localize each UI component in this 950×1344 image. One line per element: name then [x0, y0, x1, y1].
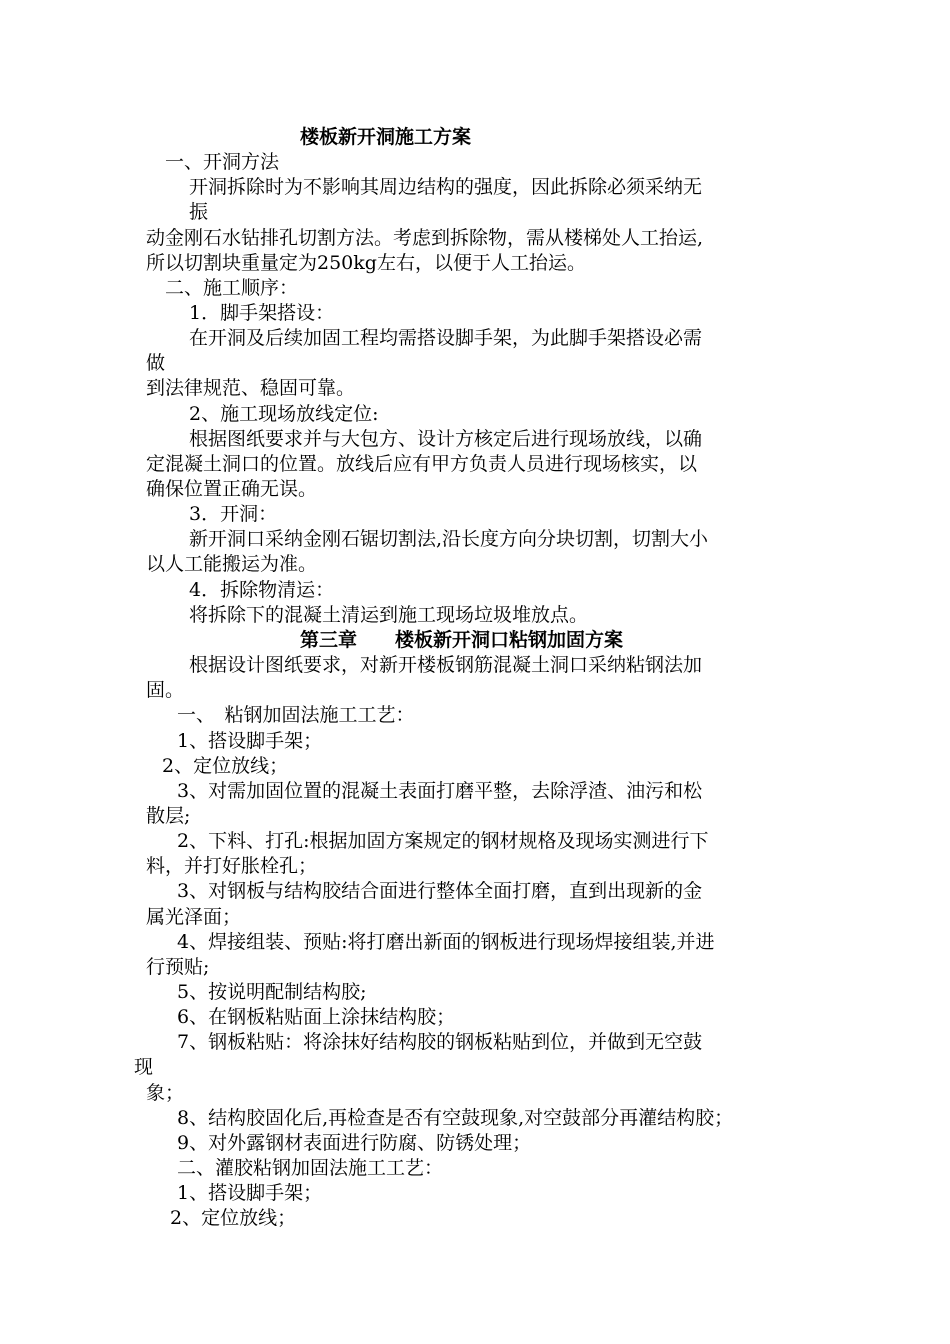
list-item: 属光泽面；: [146, 906, 242, 928]
body-line: 以人工能搬运为准。: [146, 553, 318, 575]
list-item: 料，并打好胀栓孔；: [146, 855, 318, 877]
body-line: 所以切割块重量定为250kg左右，以便于人工抬运。: [146, 252, 586, 274]
body-line: 确保位置正确无误。: [146, 478, 318, 500]
chapter-heading: 第三章 楼板新开洞口粘钢加固方案: [300, 629, 624, 651]
subsection-heading: 2、施工现场放线定位:: [189, 403, 379, 425]
section-heading: 一、 粘钢加固法施工工艺：: [177, 704, 415, 726]
body-line: 将拆除下的混凝土清运到施工现场垃圾堆放点。: [189, 604, 589, 626]
list-item: 4、焊接组装、预贴:将打磨出新面的钢板进行现场焊接组装,并进: [177, 931, 715, 953]
list-item: 象；: [146, 1082, 185, 1104]
body-line: 动金刚石水钻排孔切割方法。考虑到拆除物，需从楼梯处人工抬运,: [146, 227, 704, 249]
body-line: 开洞拆除时为不影响其周边结构的强度，因此拆除必须采纳无: [189, 176, 703, 198]
body-line: 固。: [146, 679, 185, 701]
list-item: 2、定位放线；: [162, 755, 289, 777]
subsection-heading: 4．拆除物清运：: [189, 579, 335, 601]
list-item: 1、搭设脚手架；: [177, 1182, 323, 1204]
section-heading: 一、开洞方法: [165, 151, 280, 173]
subsection-heading: 3．开洞：: [189, 503, 278, 525]
list-item: 9、对外露钢材表面进行防腐、防锈处理；: [177, 1132, 532, 1154]
list-item: 2、定位放线；: [170, 1207, 297, 1229]
list-item: 行预贴;: [146, 956, 210, 978]
body-line: 到法律规范、稳固可靠。: [146, 377, 356, 399]
list-item: 现: [134, 1056, 154, 1078]
body-line: 做: [146, 352, 166, 374]
list-item: 1、搭设脚手架；: [177, 730, 323, 752]
subsection-heading: 1．脚手架搭设：: [189, 302, 335, 324]
body-line: 在开洞及后续加固工程均需搭设脚手架，为此脚手架搭设必需: [189, 327, 703, 349]
list-item: 3、对钢板与结构胶结合面进行整体全面打磨，直到出现新的金: [177, 880, 703, 902]
section-heading: 二、灌胶粘钢加固法施工工艺：: [177, 1157, 444, 1179]
body-line: 根据图纸要求并与大包方、设计方核定后进行现场放线，以确: [189, 428, 703, 450]
list-item: 7、钢板粘贴：将涂抹好结构胶的钢板粘贴到位，并做到无空鼓: [177, 1031, 703, 1053]
list-item: 5、按说明配制结构胶;: [177, 981, 367, 1003]
section-heading: 二、施工顺序：: [165, 277, 299, 299]
body-line: 定混凝土洞口的位置。放线后应有甲方负责人员进行现场核实，以: [146, 453, 698, 475]
body-line: 新开洞口采纳金刚石锯切割法,沿长度方向分块切割，切割大小: [189, 528, 709, 550]
list-item: 2、下料、打孔:根据加固方案规定的钢材规格及现场实测进行下: [177, 830, 709, 852]
document-title: 楼板新开洞施工方案: [300, 126, 472, 148]
list-item: 8、结构胶固化后,再检查是否有空鼓现象,对空鼓部分再灌结构胶；: [177, 1107, 734, 1129]
body-line: 振: [189, 201, 209, 223]
list-item: 散层;: [146, 805, 191, 827]
body-line: 根据设计图纸要求，对新开楼板钢筋混凝土洞口采纳粘钢法加: [189, 654, 703, 676]
list-item: 3、对需加固位置的混凝土表面打磨平整，去除浮渣、油污和松: [177, 780, 703, 802]
list-item: 6、在钢板粘贴面上涂抹结构胶；: [177, 1006, 456, 1028]
